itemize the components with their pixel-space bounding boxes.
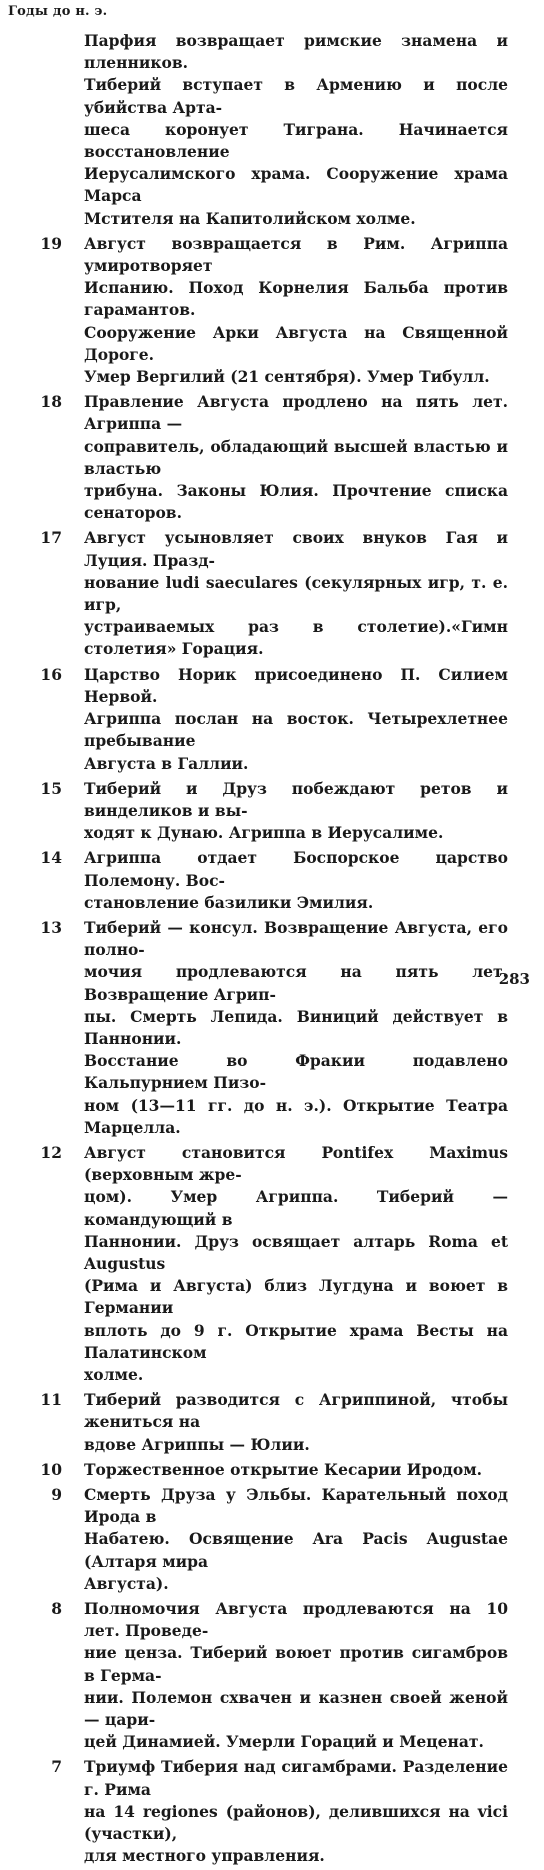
entry-year: 10 xyxy=(40,1459,62,1479)
chronology-entry xyxy=(0,778,544,845)
page-header: Годы до н. э. xyxy=(8,4,108,19)
entry-year: 9 xyxy=(51,1485,62,1504)
entry-text: Царство Норик присоединено П. Силием Нервой. Агриппа послан на восток. Четырехлетнее пребывание Августа в Галлии. xyxy=(84,664,508,773)
entry-text: Август возвращается в Рим. Агриппа умиротворяет Испанию. Поход Корнелия Бальба против гарамантов. Сооружение Арки Августа на Священной Дороге. Умер Вергилий (21 сентября). Умер Тибулл. xyxy=(84,233,508,387)
entry-text: Торжественное открытие Кесарии Иродом. xyxy=(84,1459,483,1479)
chronology-entry xyxy=(0,1142,544,1386)
entry-year: 16 xyxy=(40,664,62,684)
entry-year: 13 xyxy=(40,917,62,937)
entry-year: 14 xyxy=(40,848,62,868)
chronology-entry xyxy=(0,664,544,775)
entry-text: Тиберий разводится с Агриппиной, чтобы жениться на вдове Агриппы — Юлии. xyxy=(84,1390,508,1454)
chronology-entry xyxy=(0,1756,544,1867)
page-number: 283 xyxy=(498,970,530,988)
entry-text: Триумф Тиберия над сигамбрами. Разделение г. Рима на 14 regiones (районов), делившихся на vici (участки), для местного управления. xyxy=(84,1757,508,1866)
entry-year xyxy=(0,30,84,230)
entry-year: 18 xyxy=(40,392,62,412)
entry-year: 8 xyxy=(51,1599,62,1619)
entry-year: 17 xyxy=(40,528,62,548)
entry-text: Тиберий — консул. Возвращение Августа, его полно- мочия продлеваются на пять лет. Возвращение Агрип- пы. Смерть Лепида. Виниций действует в Паннонии. Восстание во Фракии подавлено Кальпурнием Пизо- ном (13—11 гг. до н. э.). Открытие Театра Марцелла. xyxy=(84,917,508,1137)
entry-text: Смерть Друза у Эльбы. Карательный поход Ирода в Набатею. Освящение Ara Pacis Augustae (Алтаря мира Августа). xyxy=(84,1485,508,1593)
chronology-entry xyxy=(0,527,544,660)
entry-text: Правление Августа продлено на пять лет. Агриппа — соправитель, обладающий высшей властью и властью трибуна. Законы Юлия. Прочтение списка сенаторов. xyxy=(84,392,508,523)
entry-text: Агриппа отдает Боспорское царство Полемону. Вос- становление базилики Эмилия. xyxy=(84,848,508,912)
entry-year: 19 xyxy=(40,233,62,253)
chronology-entry xyxy=(0,917,544,1139)
entry-text: Август усыновляет своих внуков Гая и Луция. Празд- нование ludi saeculares (секулярных игр, т. е. игр, устраиваемых раз в столетие).«Гимн столетия» Горация. xyxy=(84,528,508,659)
entry-year: 15 xyxy=(40,778,62,798)
entry-text: Полномочия Августа продлеваются на 10 лет. Проведе- ние ценза. Тиберий воюет против сигамбров в Герма- нии. Полемон схвачен и казнен своей женой — цари- цей Динамией. Умерли Гораций и Меценат. xyxy=(84,1599,508,1752)
entry-year: 12 xyxy=(40,1142,62,1162)
chronology-entry xyxy=(0,233,544,388)
chronology-entry xyxy=(0,1598,544,1753)
chronology-entry xyxy=(0,847,544,914)
entry-text: Парфия возвращает римские знамена и пленников. Тиберий вступает в Армению и после убийства Арта- шеса коронует Тиграна. Начинается восстановление Иерусалимского храма. Сооружение храма Марса Мстителя на Капитолийском холме. xyxy=(84,31,508,228)
chronology-entry xyxy=(0,391,544,524)
chronology-entry xyxy=(0,1484,544,1595)
chronology-list xyxy=(0,30,544,1870)
entry-year: 11 xyxy=(40,1390,62,1410)
chronology-entry xyxy=(0,1389,544,1456)
chronology-entry xyxy=(0,1459,544,1481)
chronology-entry xyxy=(0,30,544,230)
entry-text: Тиберий и Друз побеждают ретов и винделиков и вы- ходят к Дунаю. Агриппа в Иерусалиме. xyxy=(84,778,508,843)
entry-text: Август становится Pontifex Maximus (верховным жре- цом). Умер Агриппа. Тиберий — командующий в Паннонии. Друз освящает алтарь Roma et Augustus (Рима и Августа) близ Лугдуна и воюет в Германии вплоть до 9 г. Открытие храма Весты на Палатинском холме. xyxy=(84,1142,508,1384)
entry-year: 7 xyxy=(51,1757,62,1777)
